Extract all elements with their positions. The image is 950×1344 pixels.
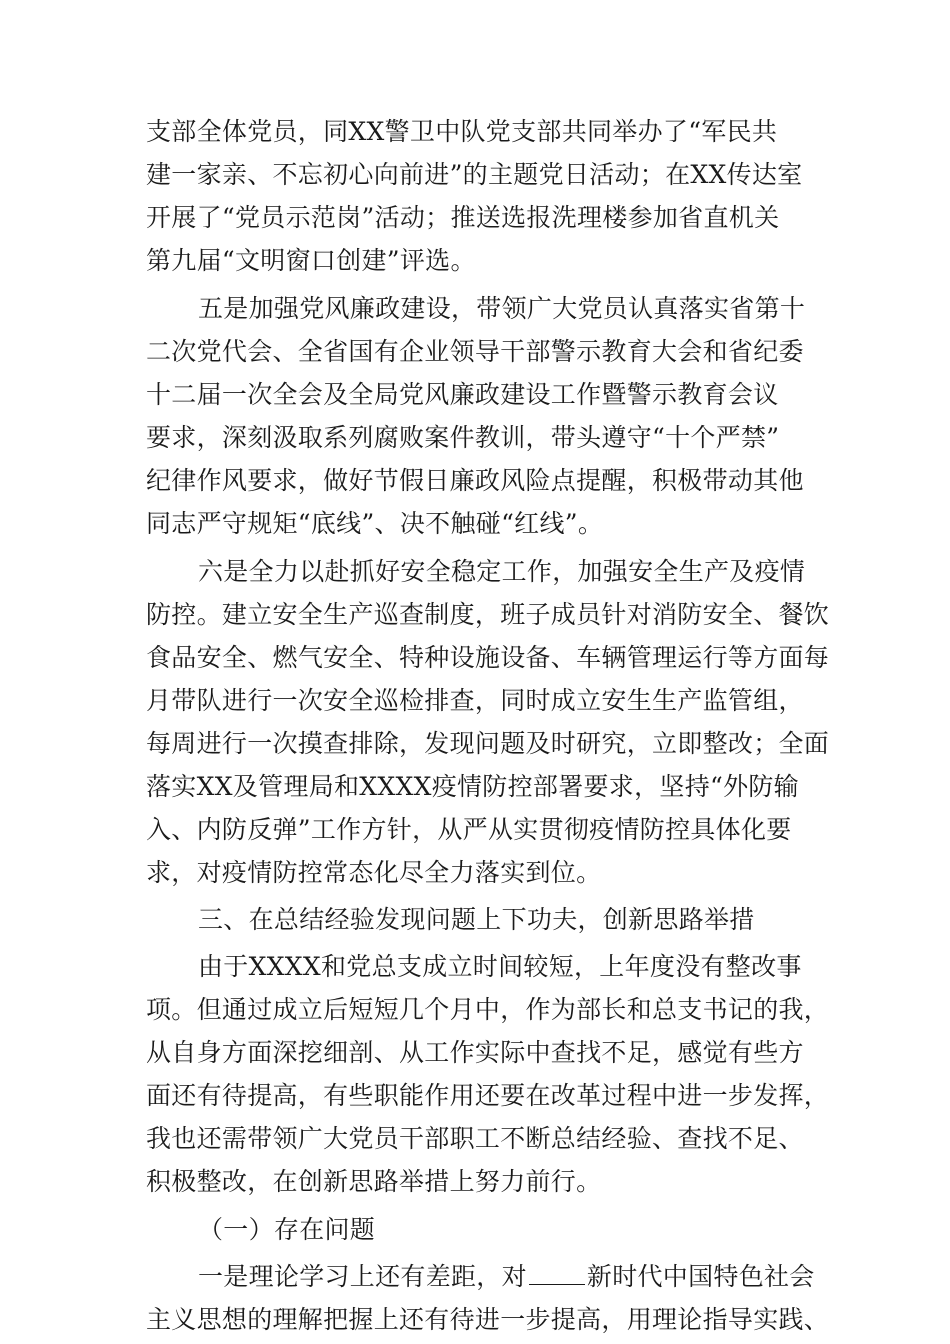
paragraph-first-line	[0, 1257, 950, 1297]
text-line: 食品安全、燃气安全、特种设施设备、车辆管理运行等方面每	[146, 643, 830, 672]
text-line: 求，对疫情防控常态化尽全力落实到位。	[146, 858, 602, 887]
text-line: 开展了“党员示范岗”活动；推送选报洗理楼参加省直机关	[146, 203, 780, 232]
text-line: 防控。建立安全生产巡查制度，班子成员针对消防安全、餐饮	[146, 600, 830, 629]
text-line: 面还有待提高，有些职能作用还要在改革过程中进一步发挥，	[146, 1081, 830, 1110]
text-line: 主义思想的理解把握上还有待进一步提高，用理论指导实践、	[146, 1305, 830, 1334]
text-line: 纪律作风要求，做好节假日廉政风险点提醒，积极带动其他	[146, 466, 804, 495]
text-line: 要求，深刻汲取系列腐败案件教训，带头遵守“十个严禁”	[146, 423, 780, 452]
text-line: 落实XX及管理局和XXXX疫情防控部署要求，坚持“外防输	[146, 772, 799, 801]
section-heading: 三、在总结经验发现问题上下功夫，创新思路举措	[198, 905, 755, 934]
text-line: 项。但通过成立后短短几个月中，作为部长和总支书记的我，	[146, 995, 830, 1024]
text-line: 建一家亲、不忘初心向前进”的主题党日活动；在XX传达室	[146, 160, 803, 189]
paragraph-first-line: 由于XXXX和党总支成立时间较短，上年度没有整改事	[198, 952, 802, 981]
subsection-heading: （一）存在问题	[198, 1215, 376, 1244]
text-line: 月带队进行一次安全巡检排查，同时成立安生生产监管组，	[146, 686, 804, 715]
fill-in-blank	[529, 1260, 585, 1285]
text-line: 积极整改，在创新思路举措上努力前行。	[146, 1167, 602, 1196]
text-line: 支部全体党员，同XX警卫中队党支部共同举办了“军民共	[146, 117, 778, 146]
text-line: 入、内防反弹”工作方针，从严从实贯彻疫情防控具体化要	[146, 815, 792, 844]
text-segment: 新时代中国特色社会	[586, 1262, 815, 1291]
text-line: 二次党代会、全省国有企业领导干部警示教育大会和省纪委	[146, 337, 804, 366]
text-line: 每周进行一次摸查排除，发现问题及时研究，立即整改；全面	[146, 729, 830, 758]
paragraph-first-line: 六是全力以赴抓好安全稳定工作，加强安全生产及疫情	[198, 557, 806, 586]
text-line: 十二届一次全会及全局党风廉政建设工作暨警示教育会议	[146, 380, 779, 409]
paragraph-first-line: 五是加强党风廉政建设，带领广大党员认真落实省第十	[198, 294, 806, 323]
text-line: 第九届“文明窗口创建”评选。	[146, 246, 476, 275]
text-line: 从自身方面深挖细剖、从工作实际中查找不足，感觉有些方	[146, 1038, 804, 1067]
text-line: 同志严守规矩“底线”、决不触碰“红线”。	[146, 509, 604, 538]
text-line: 我也还需带领广大党员干部职工不断总结经验、查找不足、	[146, 1124, 804, 1153]
text-segment: 一是理论学习上还有差距，对	[198, 1262, 527, 1291]
